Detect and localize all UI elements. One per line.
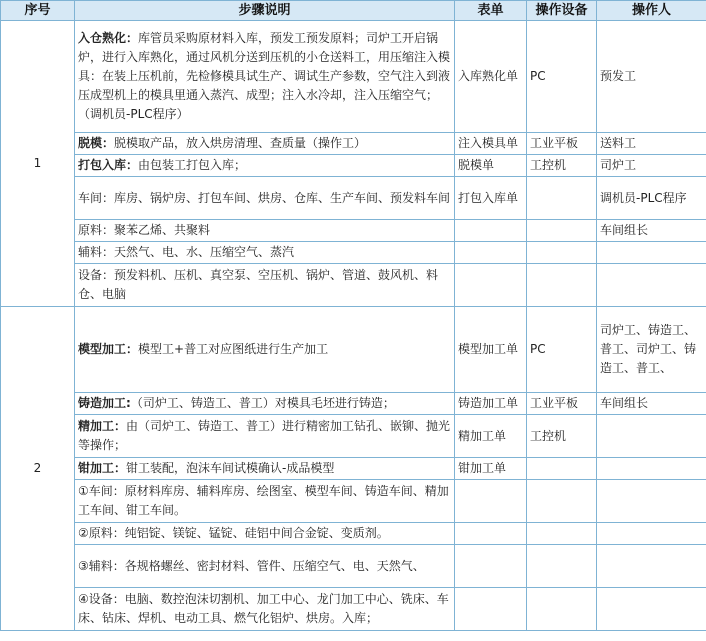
step-cell xyxy=(75,177,455,220)
device-cell xyxy=(527,523,597,545)
step-text: 由（司炉工、铸造工、普工）进行精密加工钻孔、嵌铆、抛光等操作； xyxy=(78,419,451,452)
table-row xyxy=(1,545,706,588)
step-title: 钳加工： xyxy=(78,461,127,475)
device-cell xyxy=(527,220,597,242)
step-cell xyxy=(75,21,455,133)
table-row xyxy=(1,133,706,155)
step-cell xyxy=(75,264,455,307)
device-cell: 工控机 xyxy=(527,155,597,177)
table-row xyxy=(1,242,706,264)
step-title: 打包入库： xyxy=(78,158,139,172)
device-cell: 工业平板 xyxy=(527,393,597,415)
step-text: 模型工+普工对应图纸进行生产加工 xyxy=(138,342,329,356)
form-cell xyxy=(455,264,527,307)
device-cell xyxy=(527,177,597,220)
step-text: 脱模取产品，放入烘房清理、查质量（操作工） xyxy=(114,136,367,150)
step-cell xyxy=(75,545,455,588)
table-row xyxy=(1,220,706,242)
step-text: ④设备：电脑、数控泡沫切割机、加工中心、龙门加工中心、铣床、车床、钻床、焊机、电动工具、燃气化铝炉、烘房。入库； xyxy=(78,592,449,625)
step-text: 辅料：天然气、电、水、压缩空气、蒸汽 xyxy=(78,245,295,259)
device-cell: 工控机 xyxy=(527,415,597,458)
seq-cell: 1 xyxy=(1,21,75,307)
operator-cell xyxy=(597,523,706,545)
device-cell: PC xyxy=(527,307,597,393)
table-row xyxy=(1,307,706,393)
step-cell xyxy=(75,415,455,458)
form-cell xyxy=(455,523,527,545)
form-cell xyxy=(455,545,527,588)
step-text: 库管员采购原材料入库，预发工预发原料；司炉工开启锅炉，进行入库熟化，通过风机分送到压机的小仓送料工，用压缩注入模具：在装上压机前，先检修模具试生产、调试生产参数，空气注入到液压成型机上的模具里通入蒸汽、成型；注入水冷却，注入压缩空气；（调机员-PLC程序） xyxy=(78,31,451,121)
operator-cell xyxy=(597,588,706,631)
operator-cell: 车间组长 xyxy=(597,220,706,242)
step-title: 精加工： xyxy=(78,419,127,433)
step-title: 铸造加工: xyxy=(78,396,131,410)
table-row xyxy=(1,480,706,523)
form-cell xyxy=(455,242,527,264)
step-text: 设备：预发料机、压机、真空泵、空压机、锅炉、管道、鼓风机、料仓、电脑 xyxy=(78,268,439,301)
operator-cell: 车间组长 xyxy=(597,393,706,415)
step-cell xyxy=(75,155,455,177)
step-title: 入仓熟化： xyxy=(78,31,139,45)
operator-cell: 司炉工、铸造工、普工、司炉工、铸造工、普工、 xyxy=(597,307,706,393)
operator-cell: 调机员-PLC程序 xyxy=(597,177,706,220)
device-cell: 工业平板 xyxy=(527,133,597,155)
step-text: ③辅料：各规格螺丝、密封材料、管件、压缩空气、电、天然气、 xyxy=(78,558,425,573)
device-cell xyxy=(527,458,597,480)
form-cell: 脱模单 xyxy=(455,155,527,177)
header-step: 步骤说明 xyxy=(75,1,455,21)
form-cell: 打包入库单 xyxy=(455,177,527,220)
step-text: ①车间：原材料库房、辅料库房、绘图室、模型车间、铸造车间、精加工车间、钳工车间。 xyxy=(78,484,449,517)
step-text: 车间：库房、锅炉房、打包车间、烘房、仓库、生产车间、预发料车间 xyxy=(78,190,451,205)
step-cell xyxy=(75,588,455,631)
step-cell xyxy=(75,458,455,480)
step-cell xyxy=(75,242,455,264)
step-text: ②原料：纯铝锭、镁锭、锰锭、硅铝中间合金锭、变质剂。 xyxy=(78,526,389,540)
table-row xyxy=(1,21,706,133)
form-cell: 入库熟化单 xyxy=(455,21,527,133)
table-row xyxy=(1,415,706,458)
step-text: 钳工装配，泡沫车间试模确认-成品模型 xyxy=(126,461,335,475)
form-cell: 铸造加工单 xyxy=(455,393,527,415)
operator-cell xyxy=(597,458,706,480)
device-cell xyxy=(527,588,597,631)
form-cell xyxy=(455,588,527,631)
device-cell xyxy=(527,545,597,588)
device-cell: PC xyxy=(527,21,597,133)
step-cell xyxy=(75,393,455,415)
operator-cell xyxy=(597,242,706,264)
step-title: 模型加工： xyxy=(78,342,139,356)
step-text: 原料：聚苯乙烯、共聚料 xyxy=(78,223,211,237)
operator-cell xyxy=(597,480,706,523)
header-form: 表单 xyxy=(455,1,527,21)
step-cell xyxy=(75,133,455,155)
step-title: 脱模： xyxy=(78,136,115,150)
step-cell xyxy=(75,523,455,545)
table-row xyxy=(1,155,706,177)
operator-cell: 司炉工 xyxy=(597,155,706,177)
header-row xyxy=(1,1,706,21)
table-row xyxy=(1,588,706,631)
header-seq: 序号 xyxy=(1,1,75,21)
step-text: （司炉工、铸造工、普工）对模具毛坯进行铸造； xyxy=(130,396,395,410)
operator-cell xyxy=(597,415,706,458)
seq-cell: 2 xyxy=(1,307,75,631)
table-row xyxy=(1,458,706,480)
table-row xyxy=(1,523,706,545)
operator-cell: 预发工 xyxy=(597,21,706,133)
step-cell xyxy=(75,307,455,393)
operator-cell: 送料工 xyxy=(597,133,706,155)
device-cell xyxy=(527,480,597,523)
form-cell xyxy=(455,220,527,242)
header-operator: 操作人 xyxy=(597,1,706,21)
header-device: 操作设备 xyxy=(527,1,597,21)
form-cell: 模型加工单 xyxy=(455,307,527,393)
form-cell: 精加工单 xyxy=(455,415,527,458)
form-cell xyxy=(455,480,527,523)
form-cell: 注入模具单 xyxy=(455,133,527,155)
form-cell: 钳加工单 xyxy=(455,458,527,480)
step-text: 由包装工打包入库； xyxy=(138,158,247,172)
step-cell xyxy=(75,480,455,523)
step-cell xyxy=(75,220,455,242)
operator-cell xyxy=(597,545,706,588)
table-row xyxy=(1,177,706,220)
table-row xyxy=(1,393,706,415)
table-row xyxy=(1,264,706,307)
device-cell xyxy=(527,242,597,264)
device-cell xyxy=(527,264,597,307)
operator-cell xyxy=(597,264,706,307)
